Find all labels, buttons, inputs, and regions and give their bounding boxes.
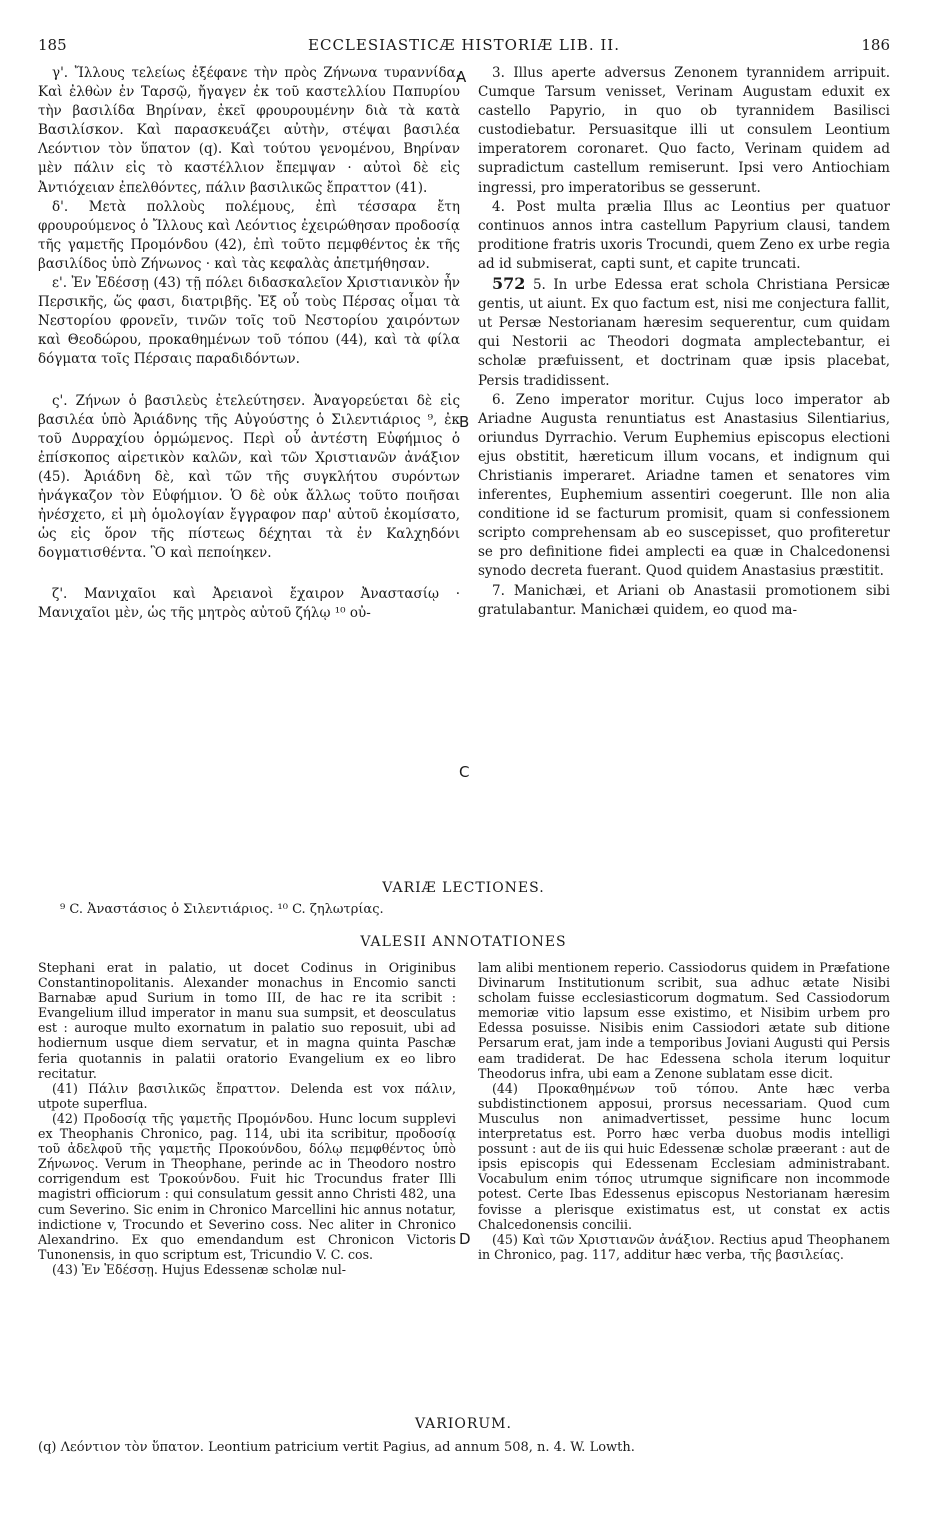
latin-paragraph-3: 3. Illus aperte adversus Zenonem tyrannidem arripuit. Cumque Tarsum venisset, Verinam Augustam eduxit ex castello Papyrio, in quo ob tyrannidem Basilisci custodiebatur. Persuasitque illi ut consulem Leontium imperatorem coronaret. Quo facto, Verinam quidem ad supradictum castellum remiserunt. Ipsi vero Antiochiam ingressi, pro imperatoribus se gesserunt. <box>478 65 890 196</box>
variorum-note: (q) Λεόντιον τὸν ὕπατον. Leontium patricium vertit Pagius, ad annum 508, n. 4. W. Lowth. <box>38 1440 635 1455</box>
annotation-43-continued: lam alibi mentionem reperio. Cassiodorus quidem in Præfatione Divinarum Institutionum scribit, sua adhuc ætate Nisibi scholam fuisse ecclesiasticorum dogmatum. Sed Cassiodorum memoriæ vitio lapsum esse existimo, et Nisibim urbem pro Edessa posuisse. Nisibis enim Cassiodori ætate sub ditione Persarum erat, jam inde a temporibus Joviani Augusti qui Persis eam tradiderat. De hac Edessena schola iterum loquitur Theodorus infra, ubi eam a Zenone sublatam esse dicit. <box>478 960 890 1081</box>
annotation-43: (43) Ἐν Ἐδέσσῃ. Hujus Edessenæ scholæ nul- <box>52 1261 347 1277</box>
spacer <box>38 563 460 585</box>
greek-paragraph-6: ς'. Ζήνων ὁ βασιλεὺς ἐτελεύτησεν. Ἀναγορεύεται δὲ εἰς βασιλέα ὑπὸ Ἀριάδνης τῆς Αὐγούστης ὁ Σιλεντιάριος ⁹, ἐκ τοῦ Δυρραχίου ὁρμώμενος. Περὶ οὗ ἀντέστη Εὐφήμιος ὁ ἐπίσκοπος αἱρετικὸν καλῶν, καὶ τῶν Χριστιανῶν ἀνάξιον (45). Ἀριάδνη δὲ, καὶ τῶν τῆς συγκλήτου συρόντων ἠνάγκαζον τὸν Εὐφήμιον. Ὁ δὲ οὐκ ἄλλως τοῦτο ποιῆσαι ἠνέσχετο, εἰ μὴ ὁμολογίαν ἔγγραφον παρ' αὐτοῦ ἐκομίσατο, ὡς εἰς ὅρον τῆς πίστεως δέχηται τὰ ἐν Καλχηδόνι δογματισθέντα. Ὃ καὶ πεποίηκεν. <box>38 392 460 562</box>
spacer <box>38 370 460 392</box>
latin-paragraph-6: 6. Zeno imperator moritur. Cujus loco imperator ab Ariadne Augusta renuntiatus est Anastasius Silentiarius, oriundus Dyrrachio. Verum Euphemius episcopus electioni ejus obstitit, hæreticum illum vocans, et indignum qui Christianis imperaret. Ariadne tamen et senatores vim inferentes, Euphemium assentiri coegerunt. Ille non alia conditione id se facturum promisit, quam si confessionem scripto comprehensam ab eo suscepisset, quo profiteretur se pro definitione fidei amplecti ea quæ in Chalcedonensi synodo decreta fuerant. Quod quidem Anastasius præstitit. <box>478 391 890 580</box>
page-number-right: 186 <box>861 36 890 54</box>
margin-letter-b: B <box>459 413 470 431</box>
migne-page-mark: 572 <box>492 274 526 294</box>
valesii-heading: VALESII ANNOTATIONES <box>360 934 567 950</box>
annotation-44: (44) Προκαθημένων τοῦ τόπου. Ante hæc verba subdistinctionem apposui, prorsus necessariam. Quod cum Musculus non animadvertisset, pessime hunc locum interpretatus est. Porro hæc verba duobus modis intelligi possunt : aut de iis qui huic Edessenæ scholæ præerant : aut de ipsis episcopis qui Edessenam Ecclesiam administrabant. Vocabulum enim τόπος utrumque significare non incommode potest. Certe Ibas Edessenus episcopus Nestorianam hæresim fovisse a plerisque existimatus est, ut constat ex actis Chalcedonensis concilii. <box>478 1080 890 1232</box>
latin-column <box>478 64 890 620</box>
annotation-41: (41) Πάλιν βασιλικῶς ἔπραττον. Delenda est vox πάλιν, utpote superflua. <box>38 1080 456 1111</box>
margin-letter-a: A <box>456 68 467 86</box>
variae-lectiones-heading: VARIÆ LECTIONES. <box>382 880 545 896</box>
greek-paragraph-5: ε'. Ἐν Ἐδέσσῃ (43) τῇ πόλει διδασκαλεῖον Χριστιανικὸν ἦν Περσικῆς, ὥς φασι, διατριβῆς. Ἐξ οὗ τοὺς Πέρσας οἶμαι τὰ Νεστορίου φρονεῖν, τινῶν τοῖς τοῦ Νεστορίου χαιρόντων καὶ Θεοδώρου, προκαθημένων τοῦ τόπου (44), καὶ τὰ φίλα δόγματα τοῖς Πέρσαις παραδιδόντων. <box>38 275 460 368</box>
annotation-42: (42) Προδοσίᾳ τῆς γαμετῆς Προμόνδου. Hunc locum supplevi ex Theophanis Chronico, pag. 114, ubi ita scribitur, προδοσίᾳ τοῦ ἀδελφοῦ τῆς γαμετῆς Προκούνδου, δόλῳ πεμφθέντος ὑπὸ Ζήνωνος. Verum in Theophane, perinde ac in Theodoro nostro corrigendum est Τροκούνδου. Fuit hic Trocundus frater Illi magistri officiorum : qui consulatum gessit anno Christi 482, una cum Severino. Sic enim in Chronico Marcellini hic annus notatur, indictione v, Trocundo et Severino coss. Nec aliter in Chronico Alexandrino. Ex quo emendandum est Chronicon Victoris Tunonensis, in quo scriptum est, Tricundio V. C. cos. <box>38 1110 456 1262</box>
annotations-left-column <box>38 960 456 1277</box>
annotation-45: (45) Καὶ τῶν Χριστιανῶν ἀνάξιον. Rectius apud Theophanem in Chronico, pag. 117, additur hæc verba, τῆς βασιλείας. <box>478 1231 890 1262</box>
latin-paragraph-4: 4. Post multa prælia Illus ac Leontius per quatuor continuos annos intra castellum Papyrium clausi, tandem proditione fratris uxoris Trocundi, quem Zeno ex urbe regia ad id submiserat, capti sunt, et capite truncati. <box>478 198 890 272</box>
margin-letter-c: C <box>459 763 470 781</box>
greek-paragraph-3: γ'. Ἴλλους τελείως ἐξέφανε τὴν πρὸς Ζήνωνα τυραννίδα. Καὶ ἐλθὼν ἐν Ταρσῷ, ἤγαγεν ἐκ τοῦ καστελλίου Παπυρίου τὴν βασιλίδα Βηρίναν, ἐκεῖ φρουρουμένην διὰ τὰ κατὰ Βασιλίσκον. Καὶ παρασκευάζει αὐτὴν, στέψαι βασιλέα Λεόντιον τὸν ὕπατον (q). Καὶ τούτου γενομένου, Βηρίναν μὲν πάλιν εἰς τὸ καστέλλιον ἔπεμψαν · αὐτοὶ δὲ εἰς Ἀντιόχειαν ἐπελθόντες, πάλιν βασιλικῶς ἔπραττον (41). <box>38 65 460 196</box>
greek-paragraph-4: δ'. Μετὰ πολλοὺς πολέμους, ἐπὶ τέσσαρα ἔτη φρουρούμενος ὁ Ἴλλους καὶ Λεόντιος ἐχειρώθησαν προδοσίᾳ τῆς γαμετῆς Προμόνδου (42), ἐπὶ τοῦτο πεμφθέντος ἐκ τῆς βασιλίδος ὑπὸ Ζήνωνος · καὶ τὰς κεφαλὰς ἀπετμήθησαν. <box>38 198 460 272</box>
running-title: ECCLESIASTICÆ HISTORIÆ LIB. II. <box>308 36 620 54</box>
variae-lectiones-text: ⁹ C. Ἀναστάσιος ὁ Σιλεντιάριος. ¹⁰ C. ζηλωτρίας. <box>60 902 384 917</box>
running-header <box>38 36 890 62</box>
annotation-continued: Stephani erat in palatio, ut docet Codinus in Originibus Constantinopolitanis. Alexander monachus in Encomio sancti Barnabæ apud Surium in tomo III, de hac re ita scribit : Evangelium illud imperator in manu sua sumpsit, et deosculatus est : auroque multo exornatum in palatio suo reposuit, ubi ad hodiernum usque diem servatur, et in magna quinta Paschæ feria quotannis in palatii oratorio Evangelium ex eo libro recitatur. <box>38 960 456 1081</box>
greek-paragraph-7: ζ'. Μανιχαῖοι καὶ Ἀρειανοὶ ἔχαιρον Ἀναστασίῳ · Μανιχαῖοι μὲν, ὡς τῆς μητρὸς αὐτοῦ ζήλῳ ¹⁰ οὐ- <box>38 586 460 622</box>
latin-paragraph-5 <box>478 274 890 391</box>
greek-column <box>38 64 460 624</box>
annotations-right-column <box>478 960 890 1262</box>
margin-letter-d: D <box>459 1230 471 1248</box>
latin-paragraph-5-text: 5. In urbe Edessa erat schola Christiana Persicæ gentis, ut aiunt. Ex quo factum est, nisi me conjectura fallit, ut Persæ Nestorianam hæresim sequerentur, cum quidam qui Nestorii ac Theodori dogmata amplectebantur, ei scholæ præfuissent, et doctrinam quæ ipsis placebat, Persis tradidissent. <box>478 277 890 389</box>
variorum-heading: VARIORUM. <box>415 1416 512 1432</box>
page-number-left: 185 <box>38 36 67 54</box>
latin-paragraph-7: 7. Manichæi, et Ariani ob Anastasii promotionem sibi gratulabantur. Manichæi quidem, eo quod ma- <box>478 582 890 618</box>
